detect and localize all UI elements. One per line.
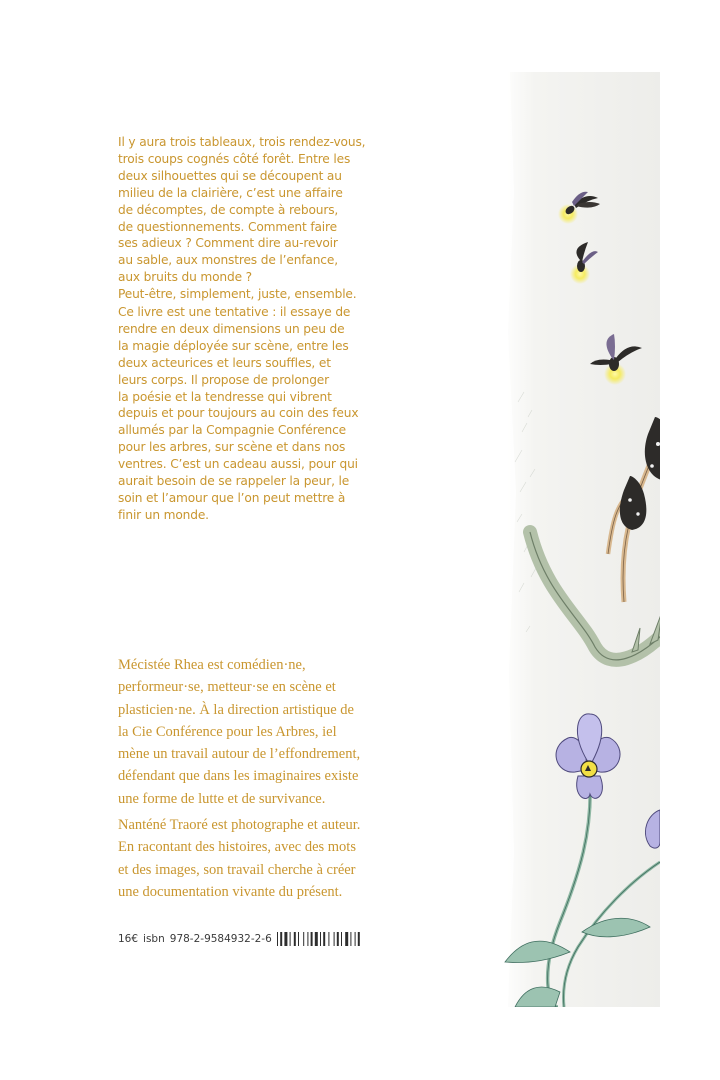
bio-line: la Cie Conférence pour les Arbres, iel: [118, 723, 337, 740]
blurb-line: leurs corps. Il propose de prolonger: [118, 372, 330, 387]
blurb-line: ventres. C’est un cadeau aussi, pour qui: [118, 457, 358, 472]
price: 16€: [118, 933, 139, 945]
blurb-line: de décomptes, de compte à rebours,: [118, 202, 339, 217]
blurb-line: milieu de la clairière, c’est une affaire: [118, 185, 343, 200]
barcode-icon: [277, 932, 399, 946]
blurb-line: deux silhouettes qui se découpent au: [118, 168, 342, 183]
blurb-line: Il y aura trois tableaux, trois rendez-vous,: [118, 135, 366, 149]
blurb-line: aux bruits du monde ?: [118, 270, 252, 285]
blurb-line: la poésie et la tendresse qui vibrent: [118, 389, 332, 404]
blurb-paragraph-1: [118, 134, 454, 303]
blurb-line: Peut-être, simplement, juste, ensemble.: [118, 287, 357, 302]
bio-line: Nanténé Traoré est photographe et auteur.: [118, 817, 361, 833]
bio-line: et des images, son travail cherche à créer: [118, 861, 356, 878]
blurb-line: ses adieux ? Comment dire au-revoir: [118, 236, 338, 251]
bio-line: plasticien·ne. À la direction artistique de: [118, 701, 354, 718]
blurb-line: allumés par la Compagnie Conférence: [118, 423, 347, 438]
blurb-line: finir un monde.: [118, 507, 209, 522]
blurb-line: trois coups cognés côté forêt. Entre les: [118, 151, 351, 166]
isbn-label: isbn: [143, 933, 165, 945]
botanical-illustration: [500, 72, 660, 1007]
back-cover: [60, 72, 660, 1007]
blurb-line: au sable, aux monstres de l’enfance,: [118, 253, 338, 268]
blurb-line: soin et l’amour que l’on peut mettre à: [118, 490, 346, 505]
blurb-line: depuis et pour toujours au coin des feux: [118, 406, 359, 421]
blurb-line: deux acteurices et leurs souffles, et: [118, 355, 331, 370]
bio-line: une documentation vivante du présent.: [118, 883, 343, 900]
bio-line: Mécistée Rhea est comédien·ne,: [118, 657, 306, 673]
price-isbn-line: [118, 930, 399, 948]
blurb-line: Ce livre est une tentative : il essaye de: [118, 305, 351, 319]
bio-line: En racontant des histoires, avec des mots: [118, 839, 356, 856]
bio-line: performeur·se, metteur·se en scène et: [118, 679, 336, 696]
blurb-line: aurait besoin de se rappeler la peur, le: [118, 474, 350, 489]
blurb-line: rendre en deux dimensions un peu de: [118, 321, 345, 336]
bio-line: une forme de lutte et de survivance.: [118, 790, 326, 807]
blurb-line: pour les arbres, sur scène et dans nos: [118, 440, 346, 455]
blurb-paragraph-2: [118, 304, 454, 524]
blurb-line: de questionnements. Comment faire: [118, 219, 337, 234]
author-bio-mecistee-rhea: [118, 654, 438, 810]
bio-line: mène un travail autour de l’effondrement,: [118, 746, 361, 763]
author-bio-nantene-traore: [118, 814, 438, 903]
isbn-number: 978-2-9584932-2-6: [169, 933, 272, 945]
bio-line: défendant que dans les imaginaires existe: [118, 768, 359, 785]
blurb-line: la magie déployée sur scène, entre les: [118, 338, 349, 353]
